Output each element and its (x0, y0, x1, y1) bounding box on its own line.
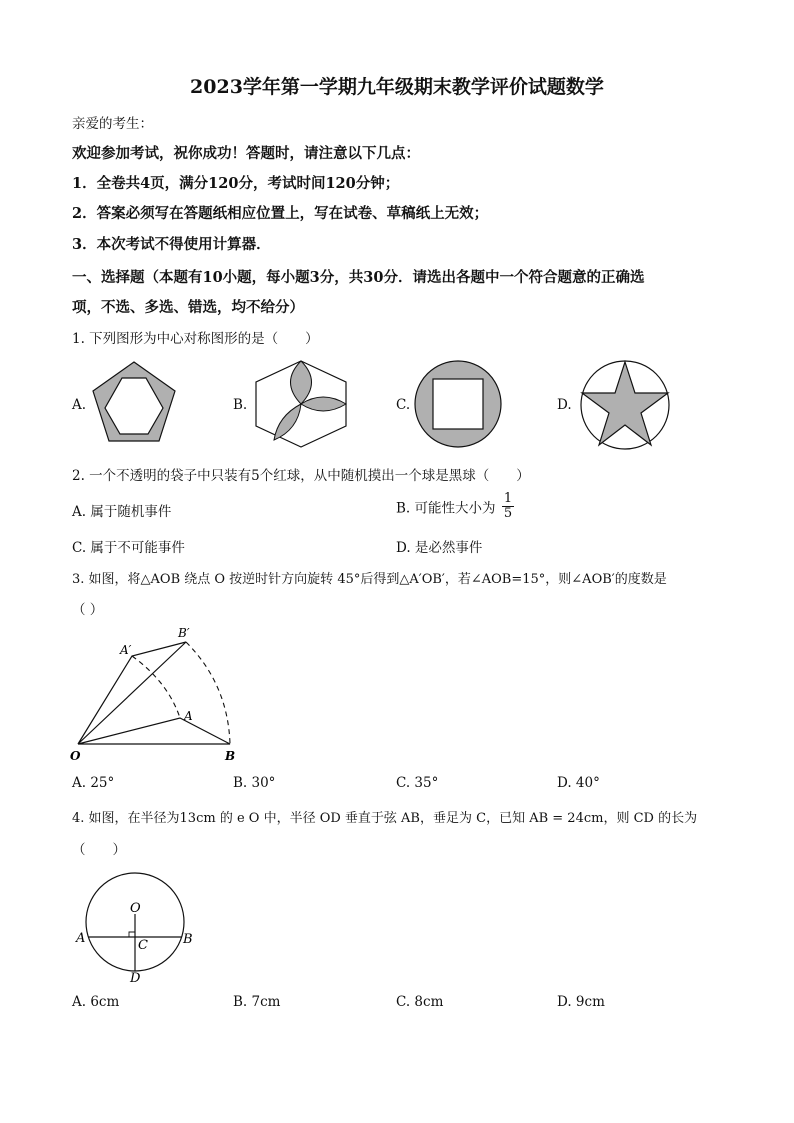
q3-figure (68, 622, 248, 768)
label-a: A (76, 931, 86, 946)
q4-option-c: C. 8cm (396, 994, 444, 1010)
arc-b-to-b1 (186, 642, 230, 744)
label-o: O (70, 749, 81, 763)
q1-option-a-label: A. (72, 397, 87, 413)
greeting: 亲爱的考生： (72, 116, 153, 132)
q2-stem: 2. 一个不透明的袋子中只装有5个红球，从中随机摸出一个球是黑球（ ） (72, 468, 530, 484)
q4-option-d: D. 9cm (557, 994, 605, 1010)
page-title: 2023学年第一学期九年级期末教学评价试题数学 (190, 76, 604, 98)
section-heading-line1: 一、选择题（本题有10小题，每小题3分，共30分．请选出各题中一个符合题意的正确选 (72, 269, 645, 286)
q4-option-a: A. 6cm (72, 994, 120, 1010)
label-a: A (184, 709, 193, 723)
q2-option-b (396, 492, 514, 521)
q2-option-a: A. 属于随机事件 (72, 504, 172, 520)
label-b: B (183, 932, 193, 947)
note-2: 2．答案必须写在答题纸相应位置上，写在试卷、草稿纸上无效； (72, 205, 489, 222)
label-a1: A′ (120, 643, 132, 657)
q1-figure-a (88, 358, 180, 450)
label-d: D (130, 971, 141, 986)
note-1: 1．全卷共4页，满分120分，考试时间120分钟； (72, 175, 400, 192)
fraction (502, 492, 514, 521)
q4-stem-line2: （ ） (72, 842, 126, 858)
q1-figure-c (412, 358, 504, 450)
label-o: O (130, 901, 141, 916)
q4-figure (72, 862, 202, 986)
q2-option-c: C. 属于不可能事件 (72, 540, 185, 556)
label-c: C (138, 938, 148, 953)
welcome-line: 欢迎参加考试，祝你成功！答题时，请注意以下几点： (72, 145, 420, 162)
q1-figure-d (578, 358, 672, 452)
label-b: B (225, 749, 236, 763)
triangle-a1ob1 (78, 642, 186, 744)
q3-option-a: A. 25° (72, 775, 115, 791)
q3-option-d: D. 40° (557, 775, 600, 791)
q1-option-c-label: C. (396, 397, 411, 413)
label-b1: B′ (178, 626, 190, 640)
section-heading-line2: 项，不选、多选、错选，均不给分） (72, 299, 304, 316)
q1-stem: 1. 下列图形为中心对称图形的是（ ） (72, 331, 319, 347)
q2-option-b-text: B. 可能性大小为 (396, 500, 496, 517)
fraction-denominator: 5 (503, 506, 513, 521)
q3-option-b: B. 30° (233, 775, 276, 791)
q4-stem-line1: 4. 如图，在半径为13cm 的 e O 中，半径 OD 垂直于弦 AB，垂足为 C，已知 AB = 24cm，则 CD 的长为 (72, 811, 698, 826)
note-3: 3．本次考试不得使用计算器． (72, 236, 271, 253)
q4-option-b: B. 7cm (233, 994, 281, 1010)
q2-option-d: D. 是必然事件 (396, 540, 483, 556)
q1-option-d-label: D. (557, 397, 572, 413)
right-angle-mark (129, 932, 135, 937)
q3-stem-line1: 3. 如图，将△AOB 绕点 O 按逆时针方向旋转 45°后得到△A′OB′，若∠AOB=15°，则∠AOB′的度数是 (72, 572, 667, 587)
fraction-numerator: 1 (503, 491, 513, 506)
q1-option-b-label: B. (233, 397, 248, 413)
inner-square (433, 379, 483, 429)
q3-stem-line2: （ ） (72, 602, 104, 618)
q3-option-c: C. 35° (396, 775, 439, 791)
q1-figure-b (250, 358, 352, 450)
